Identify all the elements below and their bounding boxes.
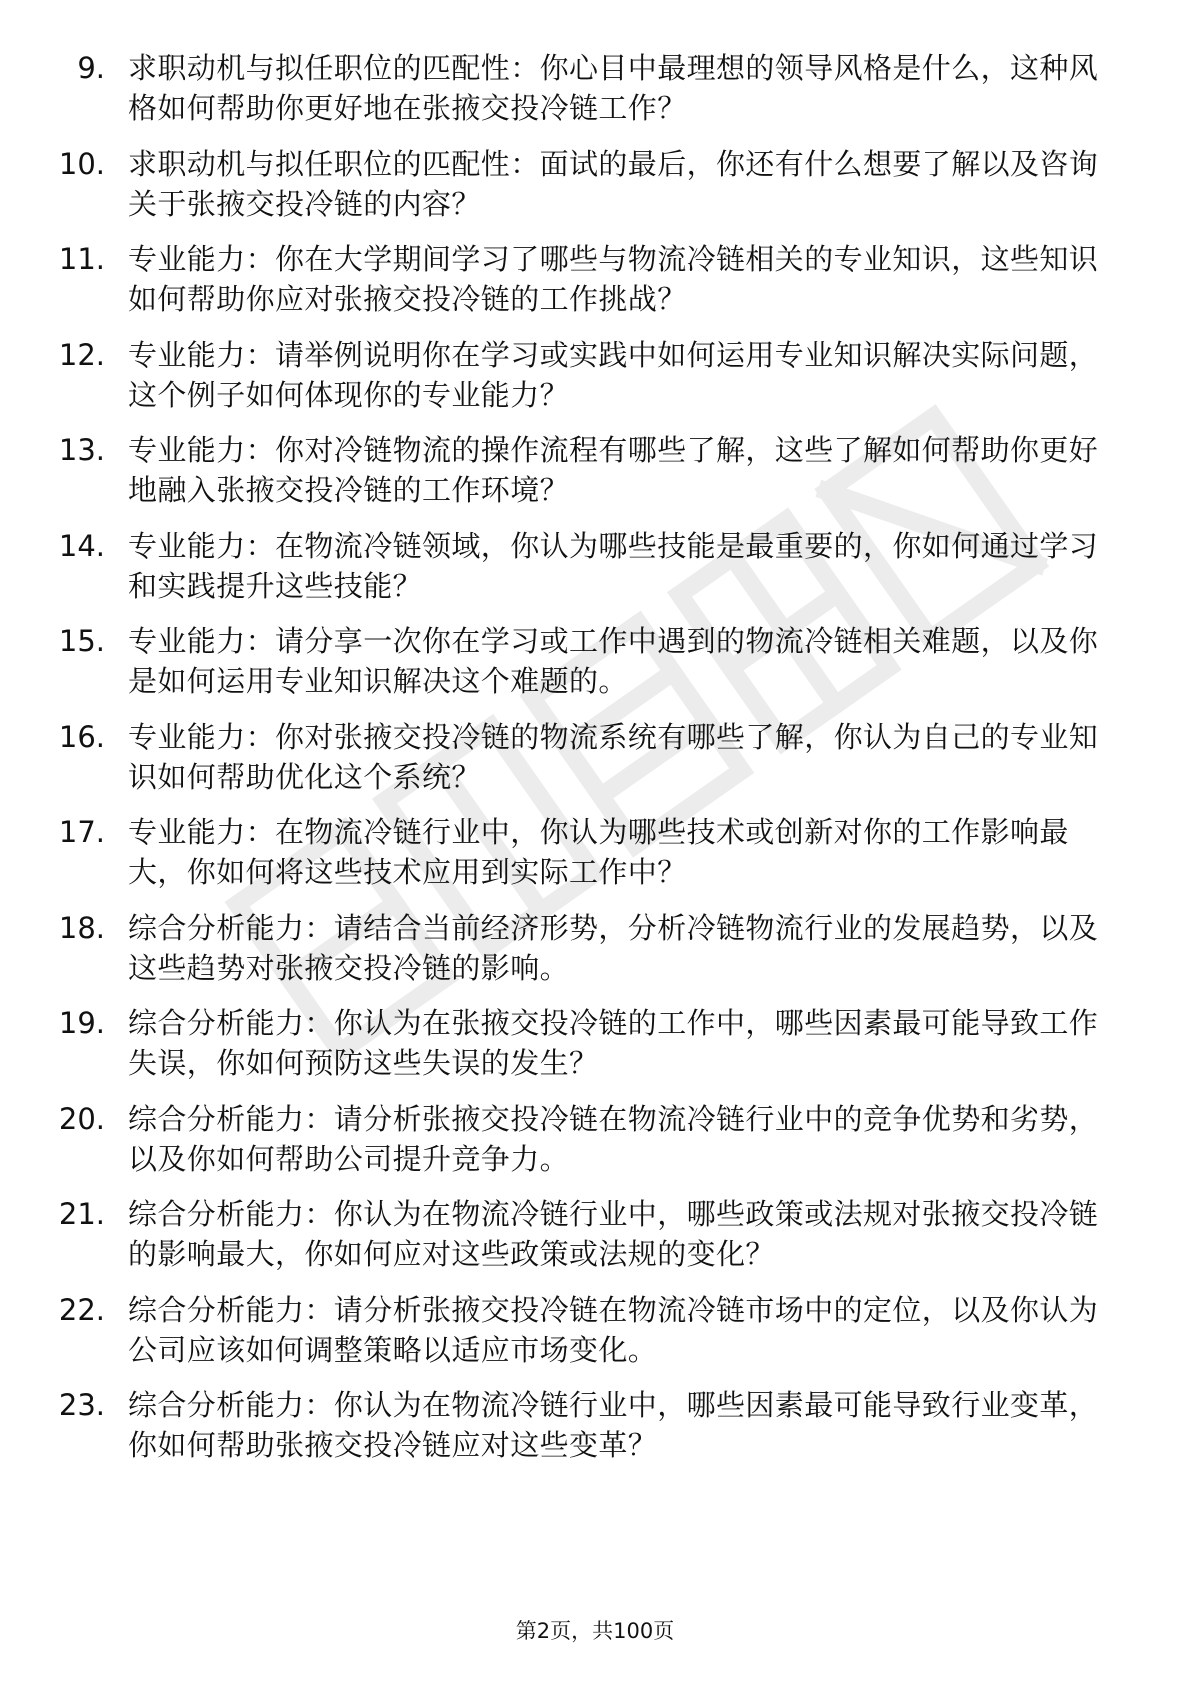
question-text: 专业能力：你在大学期间学习了哪些与物流冷链相关的专业知识，这些知识如何帮助你应对张掖交投冷链的工作挑战？ [128,242,1099,316]
question-number: 9. [77,51,105,85]
question-text: 求职动机与拟任职位的匹配性：你心目中最理想的领导风格是什么，这种风格如何帮助你更好地在张掖交投冷链工作？ [128,51,1099,125]
question-number: 20. [58,1101,105,1136]
question-number: 22. [58,1292,105,1327]
question-item [0,1003,1190,1099]
question-text: 专业能力：你对冷链物流的操作流程有哪些了解，这些了解如何帮助你更好地融入张掖交投冷链的工作环境？ [128,433,1099,507]
question-number: 23. [58,1388,105,1422]
question-number: 11. [58,242,105,276]
question-text: 综合分析能力：请结合当前经济形势，分析冷链物流行业的发展趋势，以及这些趋势对张掖交投冷链的影响。 [128,910,1099,985]
question-item [0,1290,1190,1386]
question-text: 求职动机与拟任职位的匹配性：面试的最后，你还有什么想要了解以及咨询关于张掖交投冷链的内容？ [128,146,1099,221]
question-number: 16. [58,719,105,754]
question-text: 综合分析能力：你认为在张掖交投冷链的工作中，哪些因素最可能导致工作失误，你如何预防这些失误的发生？ [128,1006,1099,1080]
question-item [0,621,1190,717]
question-item [0,812,1190,908]
question-text: 专业能力：在物流冷链行业中，你认为哪些技术或创新对你的工作影响最大，你如何将这些技术应用到实际工作中？ [128,815,1069,889]
question-text: 专业能力：请举例说明你在学习或实践中如何运用专业知识解决实际问题，这个例子如何体现你的专业能力？ [128,337,1099,412]
question-item [0,144,1190,240]
question-list [0,48,1190,1481]
question-text: 综合分析能力：请分析张掖交投冷链在物流冷链市场中的定位，以及你认为公司应该如何调整策略以适应市场变化。 [128,1292,1099,1367]
question-item [0,908,1190,1004]
question-text: 综合分析能力：你认为在物流冷链行业中，哪些政策或法规对张掖交投冷链的影响最大，你如何应对这些政策或法规的变化？ [128,1197,1099,1271]
question-text: 综合分析能力：你认为在物流冷链行业中，哪些因素最可能导致行业变革，你如何帮助张掖交投冷链应对这些变革？ [128,1388,1099,1462]
page-number-footer: 第2页，共100页 [515,1619,675,1643]
question-text: 专业能力：在物流冷链领域，你认为哪些技能是最重要的，你如何通过学习和实践提升这些技能？ [128,528,1099,603]
question-text: 综合分析能力：请分析张掖交投冷链在物流冷链行业中的竞争优势和劣势，以及你如何帮助公司提升竞争力。 [128,1101,1099,1176]
question-number: 19. [58,1006,105,1040]
question-item [0,1194,1190,1290]
question-item [0,1099,1190,1195]
question-number: 15. [58,624,105,658]
question-number: 18. [58,910,105,945]
question-item [0,48,1190,144]
question-number: 13. [58,433,105,467]
question-item [0,717,1190,813]
question-item [0,335,1190,431]
question-number: 12. [58,337,105,372]
question-number: 10. [58,146,105,181]
question-item [0,1385,1190,1481]
question-number: 17. [58,815,105,849]
question-number: 14. [58,528,105,563]
question-item [0,526,1190,622]
question-text: 专业能力：请分享一次你在学习或工作中遇到的物流冷链相关难题，以及你是如何运用专业知识解决这个难题的。 [128,624,1099,698]
question-text: 专业能力：你对张掖交投冷链的物流系统有哪些了解，你认为自己的专业知识如何帮助优化这个系统？ [128,719,1099,794]
question-item [0,430,1190,526]
question-number: 21. [58,1197,105,1231]
question-item [0,239,1190,335]
